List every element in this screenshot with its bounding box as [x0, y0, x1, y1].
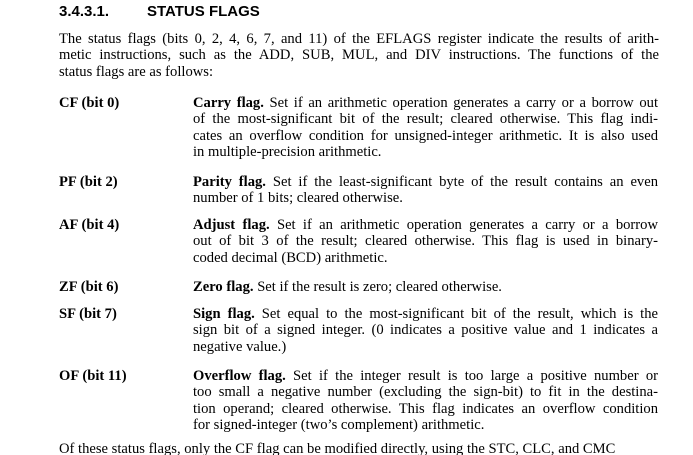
- flag-term: CF (bit 0): [59, 95, 120, 111]
- flag-description: [193, 368, 658, 434]
- flag-description-line: cates an overflow condition for unsigned-integer arithmetic. It is also used: [193, 127, 658, 144]
- flag-description-line: for signed-integer (two’s complement) arithmetic.: [193, 417, 485, 434]
- flag-name: Sign flag.: [193, 306, 255, 322]
- section-heading: [59, 2, 260, 22]
- intro-line: The status flags (bits 0, 2, 4, 6, 7, and 11) of the EFLAGS register indicate the results of arith-: [59, 31, 659, 47]
- flag-description-line: sign bit of a signed integer. (0 indicates a positive value and 1 indicates a: [193, 322, 658, 339]
- cutoff-paragraph-line: Of these status flags, only the CF flag can be modified directly, using the STC, CLC, and CMC: [59, 441, 616, 455]
- flag-description-line: too small a negative number (excluding the sign-bit) to fit in the destina-: [193, 384, 658, 401]
- flag-description-line: Carry flag. Set if an arithmetic operation generates a carry or a borrow out: [193, 95, 658, 111]
- intro-line: status flags are as follows:: [59, 63, 214, 80]
- flag-description-line: tion operand; cleared otherwise. This flag indicates an overflow condition: [193, 400, 658, 417]
- flag-name: Parity flag.: [193, 174, 266, 190]
- flag-description-line: coded decimal (BCD) arithmetic.: [193, 249, 388, 266]
- intro-paragraph: [59, 31, 659, 80]
- section-title: STATUS FLAGS: [147, 3, 260, 20]
- flag-description-line: Adjust flag. Set if an arithmetic operation generates a carry or a borrow: [193, 217, 658, 233]
- flag-description-line: negative value.): [193, 338, 287, 355]
- flag-description-line: Zero flag. Set if the result is zero; cleared otherwise.: [193, 279, 502, 295]
- flag-description: [193, 279, 658, 295]
- section-number: 3.4.3.1.: [59, 3, 110, 20]
- flag-name: Carry flag.: [193, 95, 264, 111]
- flag-term: SF (bit 7): [59, 306, 117, 322]
- flag-term: PF (bit 2): [59, 174, 118, 190]
- flag-name: Overflow flag.: [193, 368, 286, 384]
- flag-description: [193, 306, 658, 355]
- flag-description-line: Sign flag. Set equal to the most-significant bit of the result, which is the: [193, 306, 658, 322]
- flag-description: [193, 174, 658, 207]
- flag-description-line: number of 1 bits; cleared otherwise.: [193, 190, 403, 207]
- intro-line: metic instructions, such as the ADD, SUB, MUL, and DIV instructions. The functions of the: [59, 47, 659, 64]
- flag-description-line: of the most-significant bit of the result; cleared otherwise. This flag indi-: [193, 111, 658, 128]
- flag-description-line: Overflow flag. Set if the integer result is too large a positive number or: [193, 368, 658, 384]
- flag-description-line: Parity flag. Set if the least-significant byte of the result contains an even: [193, 174, 658, 190]
- flag-description-line: in multiple-precision arithmetic.: [193, 144, 382, 161]
- flag-term: ZF (bit 6): [59, 279, 119, 295]
- flag-description-line: out of bit 3 of the result; cleared otherwise. This flag is used in binary-: [193, 233, 658, 250]
- flag-description: [193, 95, 658, 161]
- flag-name: Adjust flag.: [193, 217, 270, 233]
- flag-term: OF (bit 11): [59, 368, 127, 384]
- flag-description: [193, 217, 658, 266]
- flag-name: Zero flag.: [193, 279, 254, 295]
- flag-term: AF (bit 4): [59, 217, 120, 233]
